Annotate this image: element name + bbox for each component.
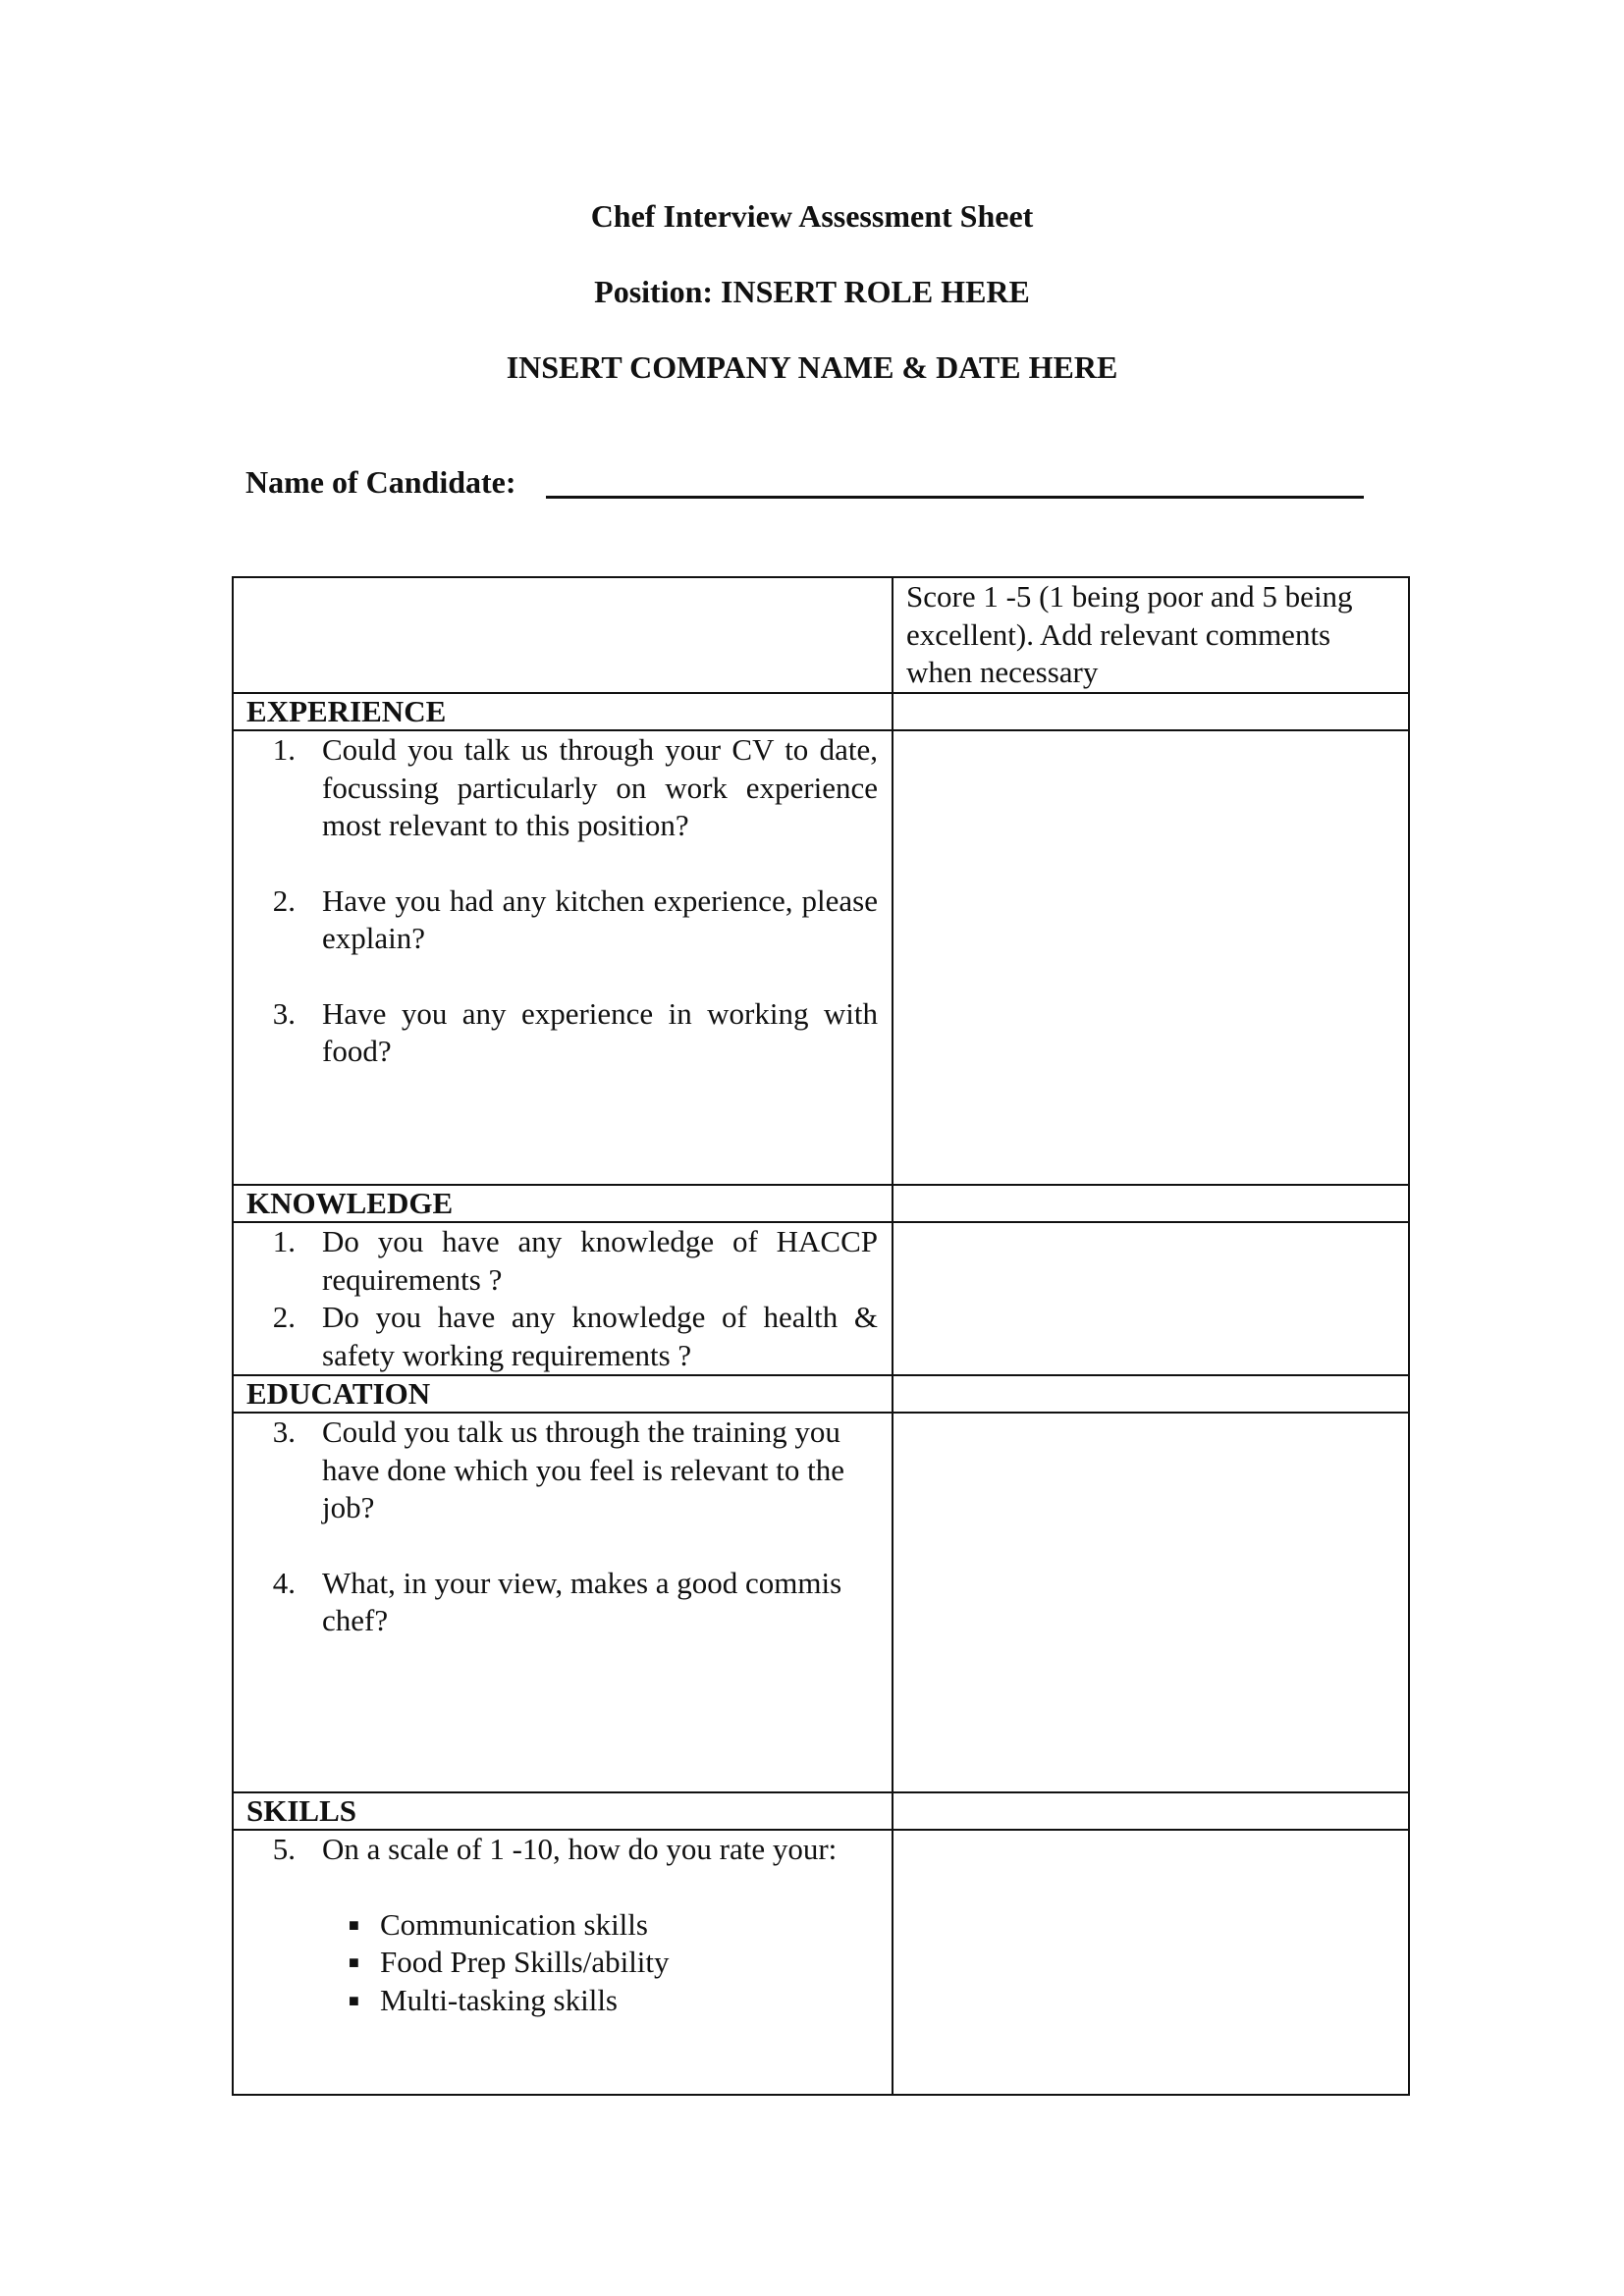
section-score-cell — [893, 1185, 1409, 1222]
score-header-cell — [893, 577, 1409, 693]
section-header-knowledge — [233, 1185, 893, 1222]
question-number: 1. — [272, 1224, 296, 1258]
questions-cell-skills — [233, 1830, 893, 2095]
section-title: EXPERIENCE — [246, 694, 447, 728]
section-score-cell — [893, 1375, 1409, 1413]
candidate-name-label: Name of Candidate: — [245, 464, 516, 500]
question-text: Do you have any knowledge of health & safety working requirements ? — [322, 1300, 878, 1372]
questions-cell-education — [233, 1413, 893, 1792]
question-item — [234, 731, 892, 845]
square-bullet-icon: ■ — [349, 1990, 359, 2010]
question-item — [234, 1414, 892, 1527]
bullet-text: Food Prep Skills/ability — [380, 1945, 670, 1979]
section-title: KNOWLEDGE — [246, 1186, 454, 1220]
question-number: 1. — [272, 732, 296, 767]
header-blank-cell — [233, 577, 893, 693]
question-text: On a scale of 1 -10, how do you rate your: — [322, 1832, 838, 1866]
question-number: 4. — [272, 1565, 296, 1600]
question-number: 2. — [272, 1300, 296, 1334]
skills-bullet-list — [234, 1906, 892, 2020]
question-text: What, in your view, makes a good commis chef? — [322, 1565, 842, 1637]
assessment-table — [232, 576, 1410, 2096]
bullet-item — [332, 1906, 892, 1945]
question-text: Could you talk us through the training you have done which you feel is relevant to the job? — [322, 1415, 844, 1524]
score-comment-cell-skills[interactable] — [893, 1830, 1409, 2095]
question-text: Have you had any kitchen experience, please explain? — [322, 882, 878, 955]
square-bullet-icon: ■ — [349, 1914, 359, 1935]
question-text: Have you any experience in working with food? — [322, 995, 878, 1068]
section-title: SKILLS — [246, 1793, 357, 1828]
section-header-education — [233, 1375, 893, 1413]
section-header-skills — [233, 1792, 893, 1830]
question-number: 3. — [272, 1415, 296, 1449]
bullet-item — [332, 1982, 892, 2020]
question-item — [234, 1565, 892, 1640]
candidate-name-field[interactable] — [546, 496, 1364, 499]
position-line: Position: INSERT ROLE HERE — [594, 274, 1030, 309]
question-number: 3. — [272, 995, 296, 1031]
questions-cell-knowledge — [233, 1222, 893, 1375]
section-header-experience — [233, 693, 893, 730]
document-title: Chef Interview Assessment Sheet — [590, 198, 1034, 234]
bullet-text: Communication skills — [380, 1906, 648, 1942]
question-text: Could you talk us through your CV to date, focussing particularly on work experience most relevant to this position? — [322, 732, 878, 842]
questions-cell-experience — [233, 730, 893, 1185]
question-number: 2. — [272, 882, 296, 918]
score-header: Score 1 -5 (1 being poor and 5 being excellent). Add relevant comments when necessary — [906, 579, 1353, 689]
question-item — [234, 995, 892, 1071]
section-title: EDUCATION — [246, 1376, 431, 1411]
bullet-item — [332, 1944, 892, 1982]
question-item — [234, 882, 892, 958]
question-item — [234, 1831, 892, 1869]
question-item — [234, 1223, 892, 1299]
question-text: Do you have any knowledge of HACCP requirements ? — [322, 1224, 878, 1297]
company-date-line: INSERT COMPANY NAME & DATE HERE — [506, 349, 1118, 385]
score-comment-cell-education[interactable] — [893, 1413, 1409, 1792]
section-score-cell — [893, 1792, 1409, 1830]
section-score-cell — [893, 693, 1409, 730]
square-bullet-icon: ■ — [349, 1952, 359, 1972]
score-comment-cell-knowledge[interactable] — [893, 1222, 1409, 1375]
question-number: 5. — [272, 1832, 296, 1866]
question-item — [234, 1299, 892, 1374]
bullet-text: Multi-tasking skills — [380, 1982, 618, 2017]
score-comment-cell-experience[interactable] — [893, 730, 1409, 1185]
